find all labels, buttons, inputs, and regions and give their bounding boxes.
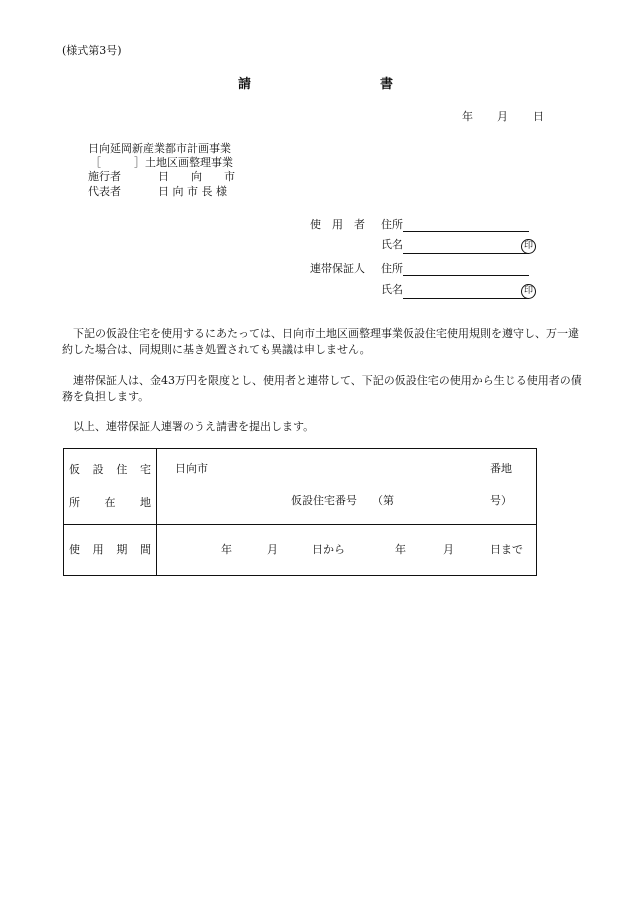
bracket-open: ［ [90,156,101,169]
date-year: 年 [462,110,473,123]
housing-number-open: （第 [372,494,394,507]
body-paragraph-2: 連帯保証人は、金43万円を限度とし、使用者と連帯して、下記の仮設住宅の使用から生じる使用者の債務を負担します。 [62,374,582,403]
location-label-cell [64,449,157,525]
body-paragraph-3: 以上、連帯保証人連署のうえ請書を提出します。 [73,420,315,433]
label-char: 期 [116,543,128,556]
period-month-from: 月 [267,543,278,556]
period-day-until: 日まで [490,543,523,556]
label-char: 間 [139,543,151,556]
project-name: ］土地区画整理事業 [134,156,233,169]
guarantor-address-label: 住所 [381,262,403,275]
period-day-from: 日から [312,543,345,556]
label-char: 所 [69,496,80,509]
user-address-field[interactable] [403,219,529,232]
guarantor-address-field[interactable] [403,263,529,276]
user-name-field[interactable] [403,241,529,254]
period-year-from: 年 [221,543,232,556]
date-month: 月 [497,110,508,123]
body-paragraph-1: 下記の仮設住宅を使用するにあたっては、日向市土地区画整理事業仮設住宅使用規則を遵守し、万一違約した場合は、同規則に基き処置されても異議は申しません。 [62,327,579,356]
guarantor-name-label: 氏名 [381,283,403,296]
guarantor-address-row [381,262,529,276]
label-char: 使 [69,543,80,556]
representative-value: 日 向 市 長 様 [158,185,227,198]
period-year-until: 年 [395,543,406,556]
implementer-value: 日 向 市 [158,170,235,183]
user-address-row [381,218,529,232]
representative-label: 代表者 [88,185,121,198]
label-char: 仮 [69,463,80,476]
lot-label: 番地 [490,462,512,475]
location-label-line1 [64,462,156,478]
location-label-line2 [64,495,156,511]
city-label: 日向市 [175,462,208,475]
user-name-label: 氏名 [381,238,403,251]
period-label-cell [64,525,157,576]
label-char: 地 [140,496,151,509]
housing-number-close: 号） [490,494,512,507]
implementer-label: 施行者 [88,170,121,183]
addressee-line1: 日向延岡新産業都市計画事業 [88,142,231,155]
seal-mark: 印 [521,284,536,299]
date-day: 日 [533,110,544,123]
seal-mark: 印 [521,239,536,254]
label-char: 住 [116,463,128,476]
label-char: 在 [104,496,116,509]
housing-info-table [63,448,537,576]
period-month-until: 月 [443,543,454,556]
label-char: 設 [92,463,104,476]
user-label: 使 用 者 [310,218,365,231]
guarantor-label: 連帯保証人 [310,262,365,275]
document-title-left: 請 [238,77,252,92]
form-number: (様式第3号) [62,44,122,57]
housing-number-label: 仮設住宅番号 [291,494,357,507]
period-label [64,542,156,558]
document-title-right: 書 [380,77,394,92]
label-char: 宅 [139,463,151,476]
label-char: 用 [92,543,104,556]
addressee-line2 [88,156,233,170]
user-name-row [381,238,536,254]
user-address-label: 住所 [381,218,403,231]
guarantor-name-row [381,283,536,299]
location-value-cell[interactable] [157,449,537,525]
period-value-cell[interactable] [157,525,537,576]
guarantor-name-field[interactable] [403,286,529,299]
